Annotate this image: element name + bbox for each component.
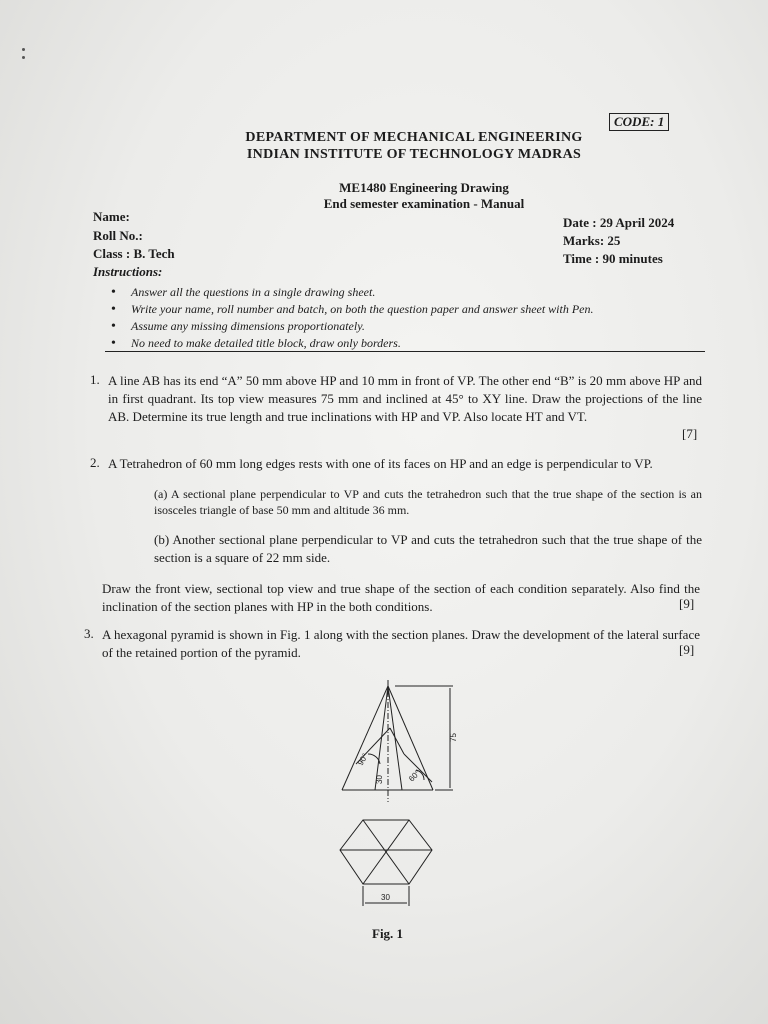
paper-code: CODE: 1 — [609, 113, 669, 131]
base-label: 30 — [381, 893, 390, 902]
department-title: DEPARTMENT OF MECHANICAL ENGINEERING — [245, 130, 583, 145]
q2-number: 2. — [90, 455, 100, 470]
instruction-item: • Assume any missing dimensions proportionately. — [107, 318, 707, 335]
name-label: Name: — [93, 209, 130, 224]
instruction-item: • Answer all the questions in a single drawing sheet. — [107, 284, 707, 301]
q2-closing: Draw the front view, sectional top view and true shape of the section of each condition separately. Also find the inclination of the section planes with HP in the both conditions. — [102, 581, 700, 614]
class-label: Class : B. Tech — [93, 246, 175, 261]
institute-title: INDIAN INSTITUTE OF TECHNOLOGY MADRAS — [246, 147, 582, 162]
figure-caption: Fig. 1 — [372, 926, 404, 941]
paper-speck — [22, 48, 25, 51]
q1-text: A line AB has its end “A” 50 mm above HP and 10 mm in front of VP. The other end “B” is 20 mm above HP and in first quadrant. Its top view measures 75 mm and inclined at 45° to XY line. Draw the projections of the line AB. Determine its true length and true inclinations with HP and VP. Also locate HT and VT. — [108, 373, 702, 424]
roll-label: Roll No.: — [93, 228, 143, 243]
q2-part-a: (a) A sectional plane perpendicular to VP and cuts the tetrahedron such that the true shape of the section is an isosceles triangle of base 50 mm and altitude 36 mm. — [154, 487, 702, 517]
paper-speck — [22, 56, 25, 59]
exam-marks: Marks: 25 — [563, 233, 621, 248]
instruction-item: • Write your name, roll number and batch, on both the question paper and answer sheet with Pen. — [107, 301, 707, 318]
exam-title: End semester examination - Manual — [323, 196, 525, 211]
q3-number: 3. — [84, 626, 94, 641]
q2-text: A Tetrahedron of 60 mm long edges rests with one of its faces on HP and an edge is perpendicular to VP. — [108, 456, 653, 471]
instructions-heading: Instructions: — [93, 264, 163, 279]
exam-date: Date : 29 April 2024 — [563, 215, 675, 230]
instructions-list — [107, 284, 707, 352]
q3-text: A hexagonal pyramid is shown in Fig. 1 along with the section planes. Draw the development of the lateral surface of the retained portion of the pyramid. — [102, 627, 700, 660]
angle-left-label: 90° — [355, 752, 370, 767]
divider-rule — [105, 351, 705, 352]
q3-marks: [9] — [679, 642, 695, 657]
instruction-item: • No need to make detailed title block, draw only borders. — [107, 335, 707, 352]
course-title: ME1480 Engineering Drawing — [339, 180, 509, 195]
vertical-dim-label: 30 — [375, 775, 384, 784]
exam-time: Time : 90 minutes — [563, 251, 663, 266]
hexagonal-pyramid-figure — [320, 672, 470, 912]
q2-marks: [9] — [679, 596, 695, 611]
q1-number: 1. — [90, 372, 100, 387]
angle-right-label: 60° — [407, 768, 422, 784]
q2-part-b: (b) Another sectional plane perpendicular to VP and cuts the tetrahedron such that the true shape of the section is a square of 22 mm side. — [154, 532, 702, 565]
height-label: 75 — [449, 733, 458, 742]
q1-marks: [7] — [682, 426, 698, 441]
